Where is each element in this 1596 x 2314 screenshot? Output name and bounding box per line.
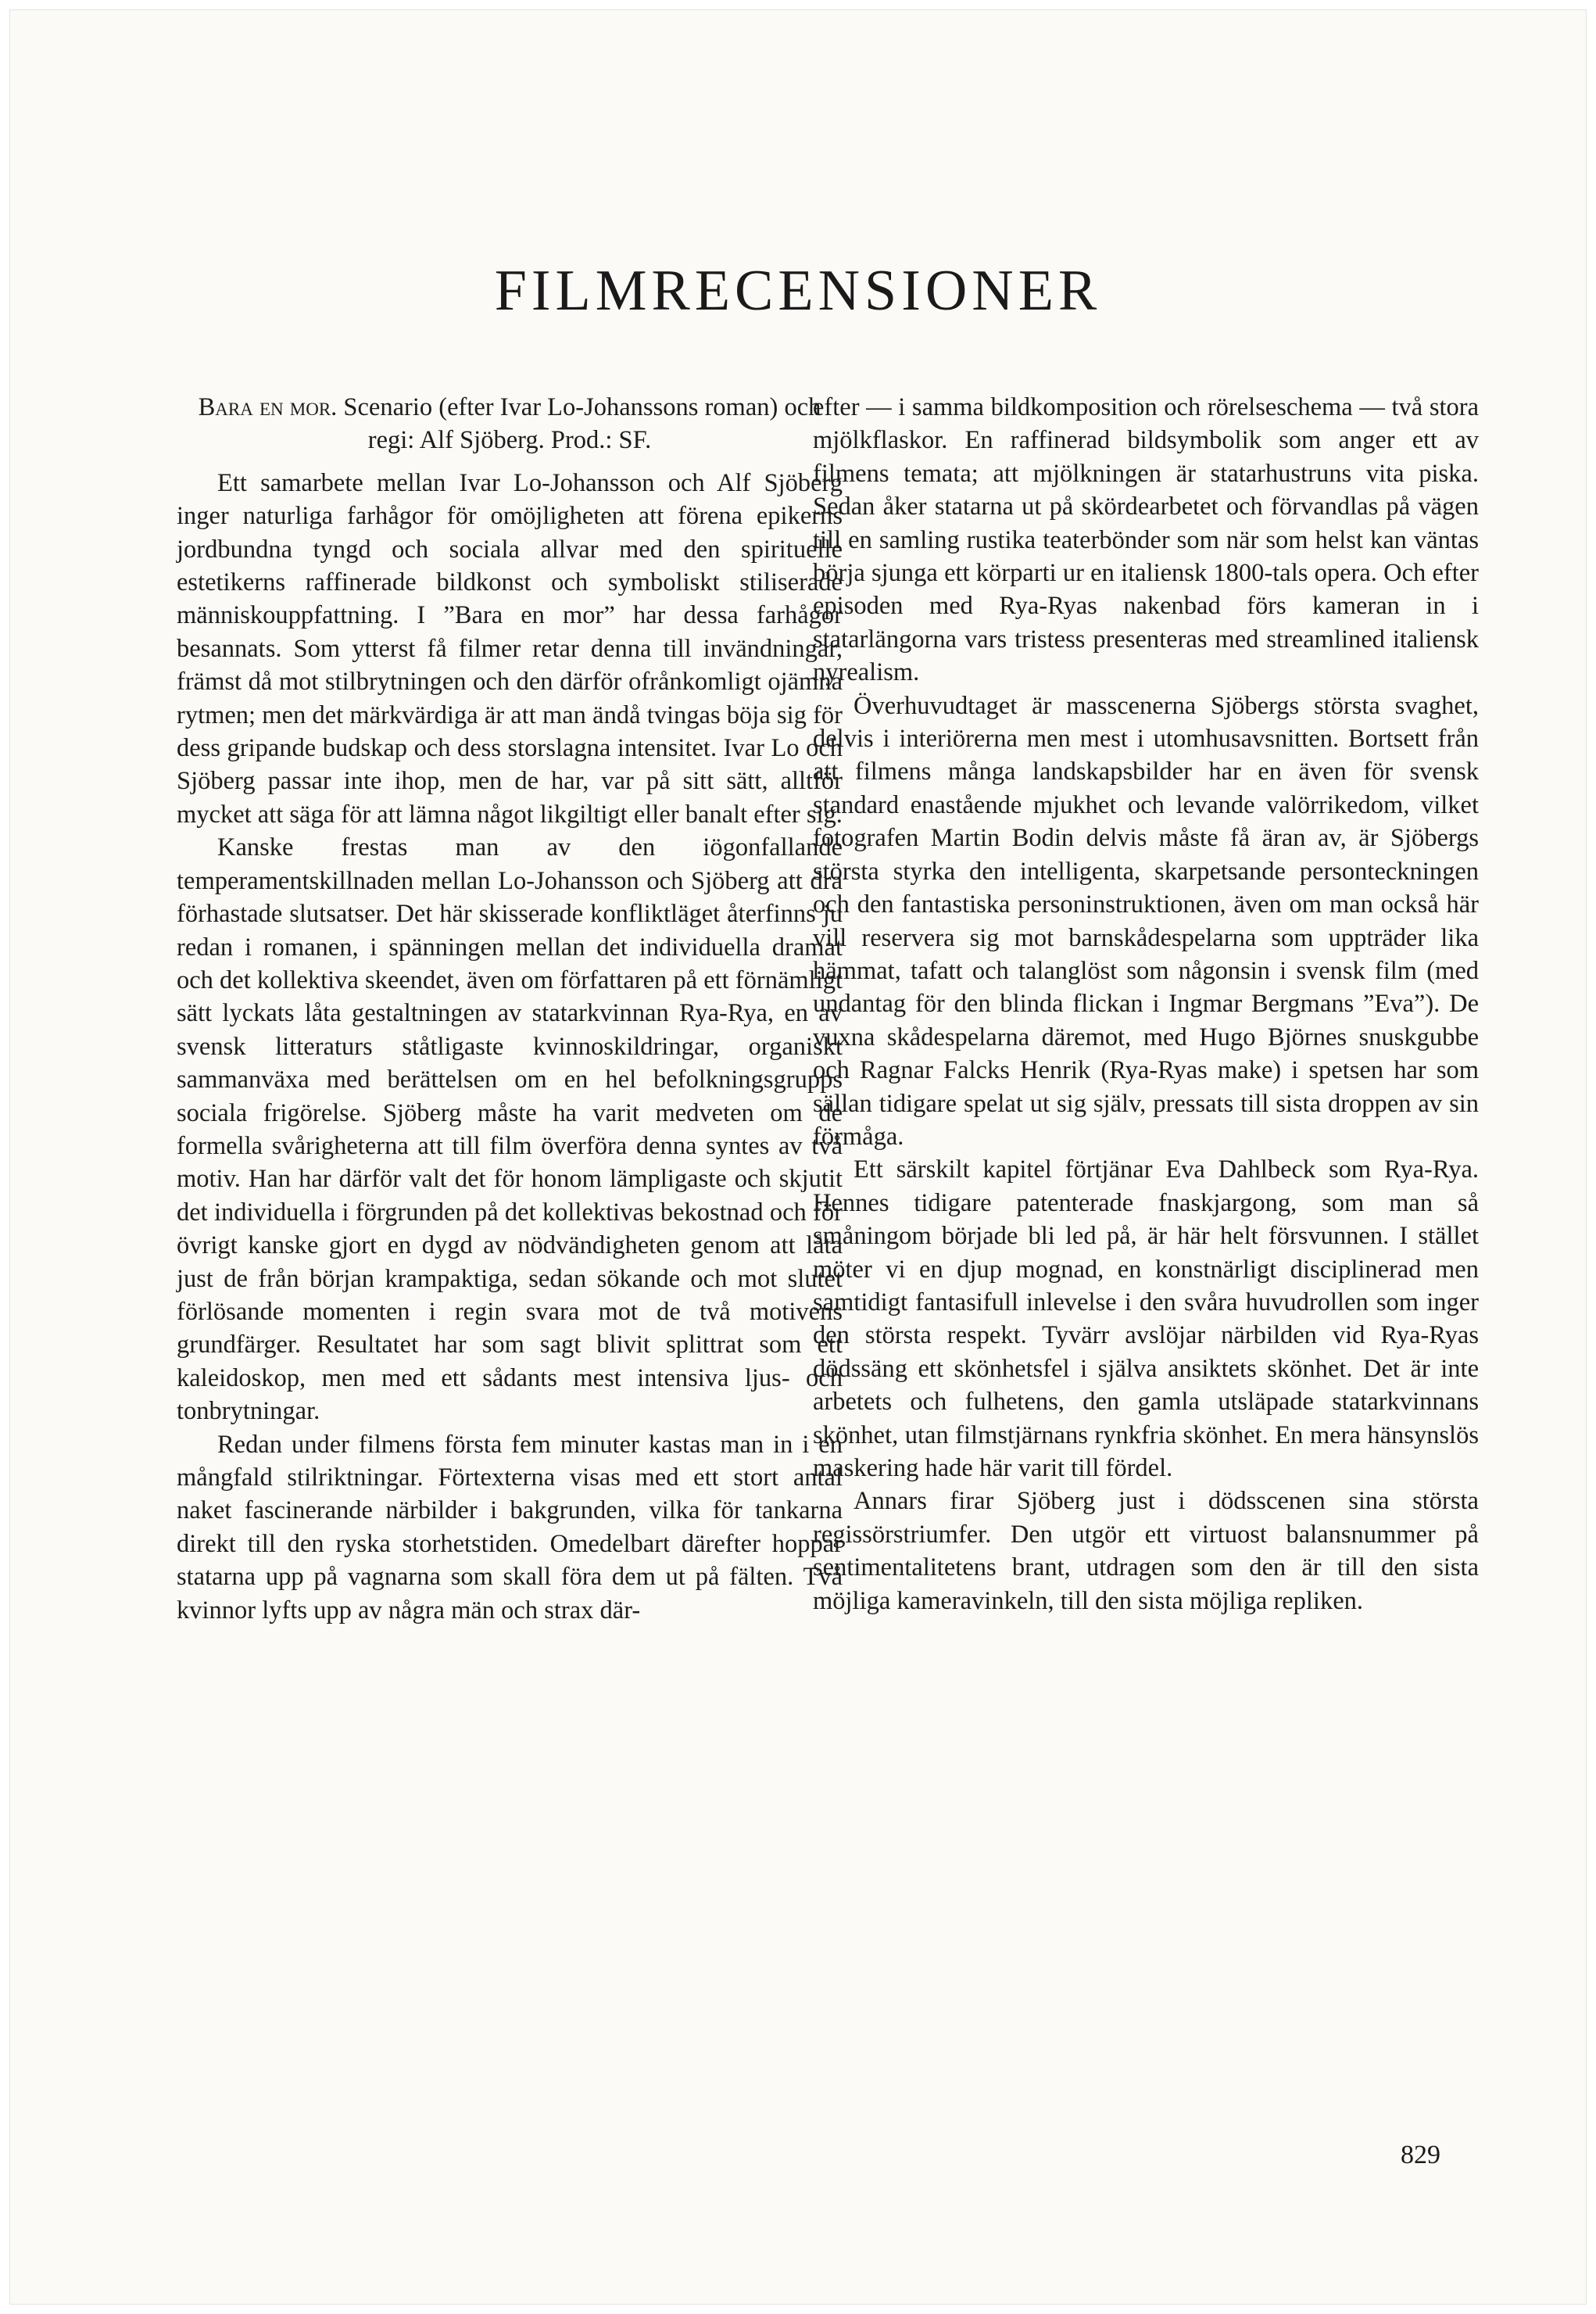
paragraph: Redan under filmens första fem minuter kastas man in i en mångfald stilriktningar. Förtexterna visas med ett stort antal naket fascinerande närbilder i bakgrunden, vilka för tankarna direkt till den ryska storhetstiden. Omedelbart därefter hoppar statarna upp på vagnarna som skall föra dem ut på fälten. Två kvinnor lyfts upp av några män och strax där-	[177, 1430, 843, 1624]
left-column	[177, 391, 843, 1627]
review-heading	[177, 391, 843, 457]
paragraph: Överhuvudtaget är masscenerna Sjöbergs största svaghet, delvis i interiörerna men mest i utomhusavsnitten. Bortsett från att filmens många landskapsbilder har en även för svensk standard enastående mjukhet och levande valörrikedom, vilket fotografen Martin Bodin delvis måste få äran av, är Sjöbergs största styrka den intelligenta, skarpetsande personteckningen och den fantastiska personinstruktionen, även om man också här vill reservera sig mot barnskådespelarna som uppträder lika hämmat, tafatt och talanglöst som någonsin i svensk film (med undantag för den blinda flickan i Ingmar Bergmans ”Eva”). De vuxna skådespelarna däremot, med Hugo Björnes snuskgubbe och Ragnar Falcks Henrik (Rya-Ryas make) i spetsen har som sällan tidigare spelat ut sig själv, pressats till sista droppen av sin förmåga.	[813, 691, 1479, 1151]
film-credits: Scenario (efter Ivar Lo-Johanssons roman) och regi: Alf Sjöberg. Prod.: SF.	[343, 393, 821, 455]
film-title: Bara en mor.	[198, 393, 338, 421]
paragraph: Ett särskilt kapitel förtjänar Eva Dahlbeck som Rya-Rya. Hennes tidigare patenterade fnaskjargong, som man så småningom började bli led på, är här helt försvunnen. I stället möter vi en djup mognad, en konstnärligt disciplinerad men samtidigt fantasifull inlevelse i den svåra huvudrollen som inger den största respekt. Tyvärr avslöjar närbilden vid Rya-Ryas dödssäng ett skönhetsfel i själva ansiktets skönhet. Det är inte arbetets och fulhetens, den gamla utsläpade statarkvinnans skönhet, utan filmstjärnans rynkfria skönhet. En mera hänsynslös maskering hade här varit till fördel.	[813, 1155, 1479, 1482]
paragraph: Annars firar Sjöberg just i dödsscenen sina största regissörstriumfer. Den utgör ett virtuost balansnummer på sentimentalitetens brant, utdragen som den är till den sista möjliga kameravinkeln, till den sista möjliga repliken.	[813, 1487, 1479, 1615]
paragraph: Ett samarbete mellan Ivar Lo-Johansson och Alf Sjöberg inger naturliga farhågor för omöjligheten att förena epikerns jordbundna tyngd och sociala allvar med den spirituelle estetikerns raffinerade bildkonst och symboliskt stiliserade människouppfattning. I ”Bara en mor” har dessa farhågor besannats. Som ytterst få filmer retar denna till invändningar, främst då mot stilbrytningen och den därför ofrånkomligt ojämna rytmen; men det märkvärdiga är att man ändå tvingas böja sig för dess gripande budskap och dess storslagna intensitet. Ivar Lo och Sjöberg passar inte ihop, men de har, var på sitt sätt, alltför mycket att säga för att lämna något likgiltigt eller banalt efter sig.	[177, 468, 843, 829]
paragraph-continued: efter — i samma bildkomposition och rörelseschema — två stora mjölkflaskor. En raffinerad bildsymbolik som anger ett av filmens temata; att mjölkningen är statarhustruns vita piska. Sedan åker statarna ut på skördearbetet och förvandlas på vägen till en samling rustika teaterbönder som när som helst kan väntas börja sjunga ett körparti ur en italiensk 1800-tals opera. Och efter episoden med Rya-Ryas nakenbad förs kameran in i statarlängorna vars tristess presenteras med streamlined italiensk nyrealism.	[813, 393, 1479, 687]
page-title: FILMRECENSIONER	[494, 259, 1102, 323]
page	[9, 9, 1587, 2305]
paragraph: Kanske frestas man av den iögonfallande temperamentskillnaden mellan Lo-Johansson och Sjöberg att dra förhastade slutsatser. Det här skisserade konfliktläget återfinns ju redan i romanen, i spänningen mellan det individuella dramat och det kollektiva skeendet, även om författaren på ett förnämligt sätt lyckats låta gestaltningen av statarkvinnan Rya-Rya, en av svensk litteraturs ståtligaste kvinnoskildringar, organiskt sammanväxa med berättelsen om en hel befolkningsgrupps sociala frigörelse. Sjöberg måste ha varit medveten om de formella svårigheterna att till film överföra denna syntes av två motiv. Han har därför valt det för honom lämpligaste och skjutit det individuella i förgrunden på det kollektivas bekostnad och för övrigt kanske gjort en dygd av nödvändigheten genom att låta just de från början krampaktiga, sedan sökande och mot slutet förlösande momenten i regin svara mot de två motivens grundfärger. Resultatet har som sagt blivit splittrat som ett kaleidoskop, men med ett sådants mest intensiva ljus- och tonbrytningar.	[177, 833, 843, 1426]
right-column	[813, 391, 1479, 1617]
page-number: 829	[1401, 2140, 1440, 2169]
